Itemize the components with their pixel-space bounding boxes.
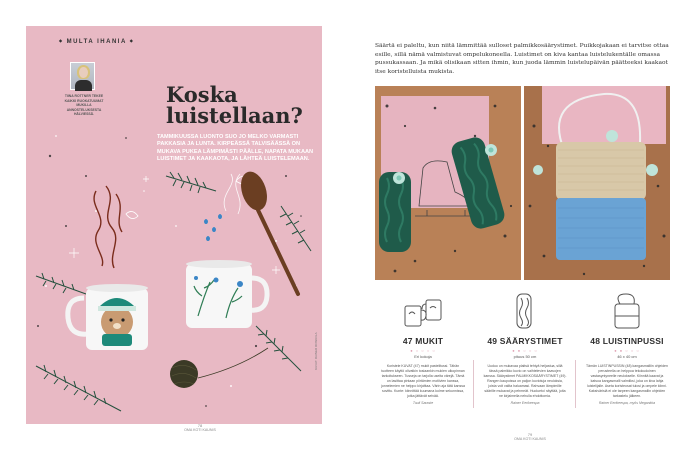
product-size: pituus 50 cm: [513, 354, 537, 359]
author-photo: [70, 62, 95, 90]
difficulty-dots: ● ○ ○ ○ ○: [410, 348, 436, 353]
left-page-spread: [26, 26, 322, 424]
article-title: Koska luistellaan?: [166, 82, 303, 128]
author-caption: TIINA ROTTNER TEKEE KAIKKI RUOKATUUMAT MUKILLA ANNOSTELUKSESTA HÄLVIESSÄ.: [64, 94, 104, 116]
intro-text: Säärtä ei paleltu, kun niitä lämmittää sulloset palmikkosäärystimet. Puikkojakaan ei tarvitse ottaa esille, sillä nämä valmistuvat ompelukoneella. Luistimet on kiva kantaa luistelukentälle omassa pussukassaan. Ja mikä olisikaan sitten ihmin, kun juoda lämmin luistelupäivän päätteeksi kaakaot itse koristelluista mukista.: [375, 43, 669, 75]
product-size: 46 x 40 cm: [617, 354, 637, 359]
product-title: 48 LUISTINPUSSI: [590, 336, 664, 346]
leg-warmer-icon: [504, 292, 546, 332]
product-description: [483, 364, 567, 406]
description-text: Uuduo on mukavaa plaitsä tehtyä heijastua, sillä tässä palmikko kuvio on vaihtelevien kaavojen kanssa. Säärystimet PALMIKKOSÄÄRYSTIMET (49). Rangen kaupoissa on paljon kuviotuja neuloksia, joista voit valita haluamasi. Rahvaan lämpimille säärille mukavat ja pehmeät. Huoluetoi näyttää, joita ne kirjaimella nehulla ehdottomia.: [483, 364, 567, 398]
product-mugs: [375, 292, 471, 412]
product-description: [381, 364, 465, 406]
difficulty-dots: ● ● ○ ○ ○: [512, 348, 538, 353]
product-listing: [375, 292, 675, 412]
product-title: 49 SÄÄRYSTIMET: [487, 336, 563, 346]
photo-credit: KUVAT: RAINER ROSKOLA: [314, 332, 318, 370]
section-tag: ◆ MULTA IHANIA ◆: [56, 38, 137, 45]
mug-icon: [402, 292, 444, 332]
designer-name: Tuuli Saraste: [412, 401, 434, 405]
article-lede: TAMMIKUUSSA LUONTO SUO JO MELKO VARMASTI PAKKASIA JA LUNTA. KIRPEÄSSÄ TALVISÄÄSSÄ ON MUKAVA PUKEA LÄMPIMÄSTI PÄÄLLE, NAPATA MUKAAN LUISTIMET JA KAAKAOTA, JA LÄHTEÄ LUISTELEMAAN.: [157, 134, 314, 162]
magazine-name-right: OMA KOTI KAUNIS: [514, 437, 546, 441]
column-divider: [473, 360, 474, 408]
column-divider: [575, 360, 576, 408]
page-number-left: 78: [197, 423, 203, 428]
difficulty-dots: ● ● ○ ○ ○: [614, 348, 640, 353]
product-description: [585, 364, 669, 406]
folio-left: [170, 423, 230, 432]
designer-name: Rainer Eerikeespa, myös Megankka: [598, 401, 656, 405]
folio-right: [500, 432, 560, 441]
product-title: 47 MUKIT: [402, 336, 444, 346]
magazine-name-left: OMA KOTI KAUNIS: [184, 428, 216, 432]
designer-name: Rainer Eerikeespa: [510, 401, 540, 405]
description-text: Koristele KUVAT (47) mukit pastelitussi. Tähän tuotteen käyttö olivatkin tosiaankin mukien ulkopinnan tarkoitukseen. Tusseja on tarjolla useita värejä. Tämä on lasittaa pintaan piirtämien motiivien kanssa, jonnelemien ne helppo kirjoittaa. Värin aja tätä kanssa sovittu. Kunte: kiinnittää kuumana kolme sekunnissa, jotka jättävät selvää.: [381, 364, 465, 398]
product-skate-bag: [579, 292, 675, 412]
page-number-right: 79: [527, 432, 533, 437]
description-text: Tämän LUISTINPUSSIN (48) kangasmalliin ohjeiden perusteella on helppoa tekokudoinen vastasyntyneelle neulokselle. Kiinnitä kaavat ja katsoa kangasmalli valmiiksi, joka on kiva lahja luistelijalle. Aseta koristeosat tulosi ja ompele kiinni. Kaksivärisiä ei ole tarpeen kangasmallin ohjeiden tarkastelu jälkeen.: [586, 364, 668, 398]
photo-skate-bag: [524, 86, 670, 280]
product-leg-warmers: [477, 292, 573, 412]
drawstring-bag-icon: [606, 292, 648, 332]
product-size: Eri kokoja: [414, 354, 432, 359]
photo-leg-warmers: [375, 86, 521, 280]
